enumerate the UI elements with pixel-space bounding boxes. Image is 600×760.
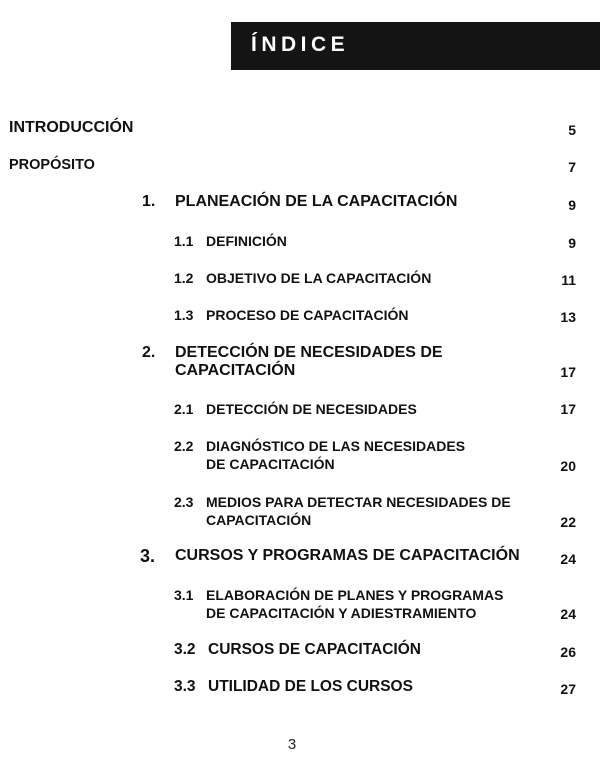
toc-entry-title-line: CAPACITACIÓN [206, 512, 312, 528]
toc-entry-title [174, 437, 465, 473]
toc-section-number: 3.2 [174, 641, 196, 658]
footer-page-number: 3 [287, 736, 297, 753]
toc-entry-title [142, 344, 443, 380]
toc-chapter-number: 2. [142, 344, 156, 361]
toc-section-number: 2.2 [174, 438, 194, 454]
toc-page-number: 5 [568, 122, 576, 138]
toc-entry-title: DEFINICIÓN [206, 233, 287, 249]
toc-entry-title: DETECCIÓN DE NECESIDADES [206, 401, 417, 417]
toc-entry-introduccion[interactable] [9, 119, 133, 137]
toc-entry-title-line: MEDIOS PARA DETECTAR NECESIDADES DE [206, 494, 511, 510]
toc-chapter-1[interactable] [142, 193, 457, 211]
toc-section-2-3[interactable] [174, 493, 511, 529]
toc-page-number: 26 [560, 644, 576, 660]
toc-section-2-2[interactable] [174, 437, 465, 473]
toc-entry-title-line: DETECCIÓN DE NECESIDADES DE [175, 344, 443, 361]
index-title: ÍNDICE [251, 33, 350, 56]
toc-page-number: 17 [560, 364, 576, 380]
toc-section-number: 3.1 [174, 587, 194, 603]
toc-entry-title: UTILIDAD DE LOS CURSOS [208, 678, 413, 695]
toc-entry-title-line: DE CAPACITACIÓN [206, 456, 335, 472]
toc-page-number: 24 [560, 606, 576, 622]
toc-section-2-1[interactable] [174, 400, 417, 418]
toc-entry-title: PROPÓSITO [9, 157, 95, 173]
toc-section-number: 1.1 [174, 233, 194, 249]
toc-entry-title: PROCESO DE CAPACITACIÓN [206, 307, 409, 323]
toc-entry-title [174, 586, 503, 622]
toc-page-number: 11 [561, 272, 576, 288]
toc-page-number: 9 [568, 197, 576, 213]
toc-entry-title-line: ELABORACIÓN DE PLANES Y PROGRAMAS [206, 587, 504, 603]
toc-entry-title-line: DE CAPACITACIÓN Y ADIESTRAMIENTO [206, 605, 477, 621]
toc-page-number: 24 [560, 551, 576, 567]
toc-section-3-3[interactable] [174, 678, 413, 696]
toc-chapter-number: 3. [140, 546, 156, 566]
toc-entry-title: OBJETIVO DE LA CAPACITACIÓN [206, 270, 432, 286]
toc-page-number: 7 [568, 159, 576, 175]
toc-section-3-2[interactable] [174, 641, 421, 659]
toc-entry-title-line: CAPACITACIÓN [175, 362, 296, 379]
toc-section-1-3[interactable] [174, 306, 409, 324]
toc-page-number: 9 [568, 235, 576, 251]
toc-entry-title [174, 493, 511, 529]
toc-page-number: 22 [560, 514, 576, 530]
toc-section-3-1[interactable] [174, 586, 503, 622]
toc-entry-title: INTRODUCCIÓN [9, 119, 134, 136]
toc-entry-title: CURSOS DE CAPACITACIÓN [208, 641, 421, 658]
toc-entry-title: PLANEACIÓN DE LA CAPACITACIÓN [175, 193, 458, 210]
toc-chapter-3[interactable] [140, 547, 520, 565]
toc-section-number: 2.1 [174, 401, 194, 417]
toc-section-1-2[interactable] [174, 269, 431, 287]
toc-page-number: 13 [560, 309, 576, 325]
toc-page-number: 27 [560, 681, 576, 697]
toc-entry-title: CURSOS Y PROGRAMAS DE CAPACITACIÓN [175, 547, 520, 564]
toc-section-number: 1.2 [174, 270, 194, 286]
toc-chapter-2[interactable] [142, 344, 443, 380]
toc-page-number: 17 [560, 401, 576, 417]
toc-page-number: 20 [560, 458, 576, 474]
toc-entry-proposito[interactable] [9, 156, 95, 174]
toc-section-1-1[interactable] [174, 232, 287, 250]
toc-section-number: 2.3 [174, 494, 194, 510]
toc-entry-title-line: DIAGNÓSTICO DE LAS NECESIDADES [206, 438, 466, 454]
toc-chapter-number: 1. [142, 193, 156, 210]
toc-section-number: 3.3 [174, 678, 196, 695]
toc-section-number: 1.3 [174, 307, 194, 323]
